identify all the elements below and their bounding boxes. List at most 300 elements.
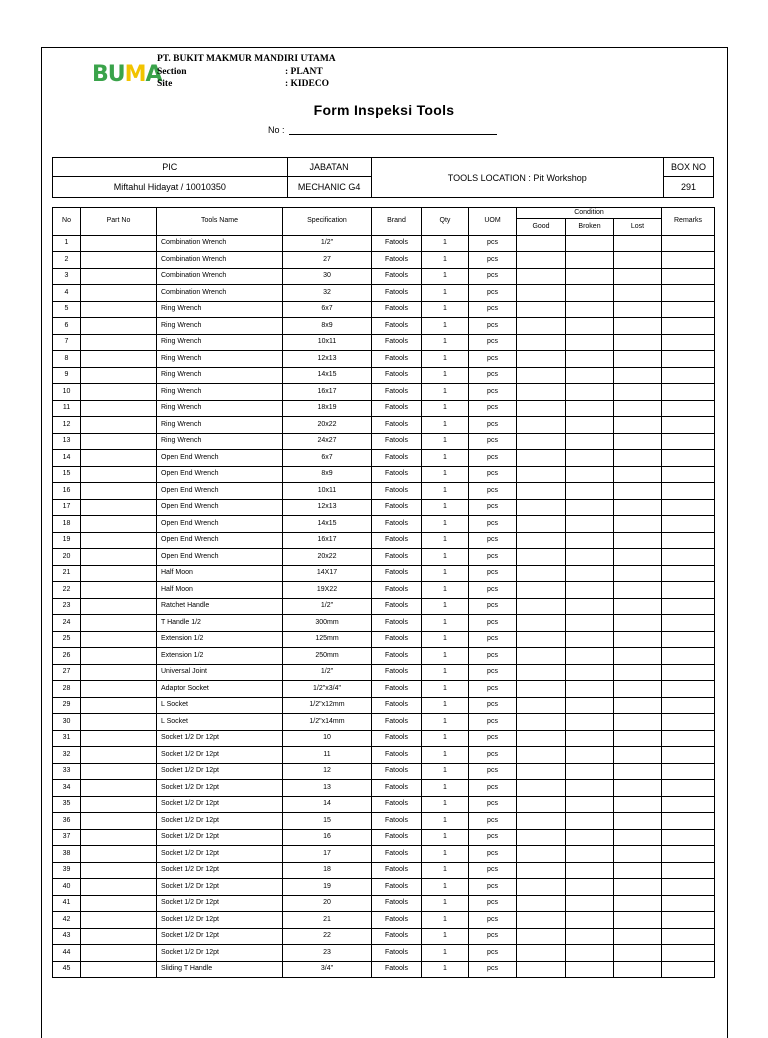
cell-qty: 1 <box>422 681 469 698</box>
cell-lost[interactable] <box>614 928 662 945</box>
cell-part-no[interactable] <box>81 285 157 302</box>
cell-broken[interactable] <box>566 268 614 285</box>
cell-no: 45 <box>53 961 81 978</box>
cell-broken[interactable] <box>566 714 614 731</box>
cell-part-no[interactable] <box>81 565 157 582</box>
cell-lost[interactable] <box>614 532 662 549</box>
cell-part-no[interactable] <box>81 252 157 269</box>
cell-no: 12 <box>53 417 81 434</box>
cell-part-no[interactable] <box>81 912 157 929</box>
cell-good[interactable] <box>517 268 566 285</box>
cell-tools-name: Ring Wrench <box>157 318 283 335</box>
cell-good[interactable] <box>517 582 566 599</box>
table-row <box>53 417 715 434</box>
cell-part-no[interactable] <box>81 615 157 632</box>
cell-no: 40 <box>53 879 81 896</box>
cell-remarks[interactable] <box>662 928 715 945</box>
cell-no: 28 <box>53 681 81 698</box>
table-row <box>53 598 715 615</box>
cell-good[interactable] <box>517 912 566 929</box>
cell-part-no[interactable] <box>81 301 157 318</box>
cell-no: 43 <box>53 928 81 945</box>
cell-lost[interactable] <box>614 384 662 401</box>
cell-lost[interactable] <box>614 301 662 318</box>
cell-remarks[interactable] <box>662 912 715 929</box>
cell-part-no[interactable] <box>81 928 157 945</box>
cell-lost[interactable] <box>614 417 662 434</box>
cell-lost[interactable] <box>614 598 662 615</box>
cell-good[interactable] <box>517 235 566 252</box>
cell-part-no[interactable] <box>81 879 157 896</box>
cell-good[interactable] <box>517 615 566 632</box>
cell-part-no[interactable] <box>81 499 157 516</box>
cell-lost[interactable] <box>614 318 662 335</box>
cell-broken[interactable] <box>566 301 614 318</box>
cell-specification: 12x13 <box>283 499 372 516</box>
cell-lost[interactable] <box>614 747 662 764</box>
cell-good[interactable] <box>517 252 566 269</box>
cell-part-no[interactable] <box>81 681 157 698</box>
cell-good[interactable] <box>517 697 566 714</box>
cell-specification: 1/2" <box>283 235 372 252</box>
cell-qty: 1 <box>422 648 469 665</box>
cell-tools-name: Open End Wrench <box>157 483 283 500</box>
cell-broken[interactable] <box>566 582 614 599</box>
cell-lost[interactable] <box>614 235 662 252</box>
cell-good[interactable] <box>517 433 566 450</box>
cell-good[interactable] <box>517 879 566 896</box>
cell-uom: pcs <box>469 862 517 879</box>
cell-part-no[interactable] <box>81 549 157 566</box>
cell-broken[interactable] <box>566 450 614 467</box>
cell-broken[interactable] <box>566 796 614 813</box>
cell-brand: Fatools <box>372 433 422 450</box>
cell-part-no[interactable] <box>81 351 157 368</box>
cell-good[interactable] <box>517 318 566 335</box>
cell-broken[interactable] <box>566 648 614 665</box>
cell-remarks[interactable] <box>662 796 715 813</box>
cell-remarks[interactable] <box>662 433 715 450</box>
cell-broken[interactable] <box>566 763 614 780</box>
cell-uom: pcs <box>469 813 517 830</box>
cell-broken[interactable] <box>566 961 614 978</box>
cell-lost[interactable] <box>614 400 662 417</box>
cell-no: 9 <box>53 367 81 384</box>
cell-part-no[interactable] <box>81 895 157 912</box>
cell-tools-name: Ring Wrench <box>157 301 283 318</box>
cell-remarks[interactable] <box>662 780 715 797</box>
cell-brand: Fatools <box>372 961 422 978</box>
cell-lost[interactable] <box>614 351 662 368</box>
cell-remarks[interactable] <box>662 499 715 516</box>
cell-good[interactable] <box>517 565 566 582</box>
cell-part-no[interactable] <box>81 433 157 450</box>
cell-remarks[interactable] <box>662 417 715 434</box>
cell-broken[interactable] <box>566 697 614 714</box>
cell-lost[interactable] <box>614 334 662 351</box>
cell-lost[interactable] <box>614 433 662 450</box>
cell-lost[interactable] <box>614 879 662 896</box>
cell-part-no[interactable] <box>81 697 157 714</box>
cell-broken[interactable] <box>566 846 614 863</box>
cell-broken[interactable] <box>566 912 614 929</box>
cell-uom: pcs <box>469 648 517 665</box>
cell-part-no[interactable] <box>81 648 157 665</box>
cell-specification: 3/4" <box>283 961 372 978</box>
cell-brand: Fatools <box>372 318 422 335</box>
cell-broken[interactable] <box>566 384 614 401</box>
cell-lost[interactable] <box>614 466 662 483</box>
col-no: No <box>53 208 81 236</box>
cell-lost[interactable] <box>614 499 662 516</box>
cell-lost[interactable] <box>614 829 662 846</box>
cell-good[interactable] <box>517 961 566 978</box>
cell-remarks[interactable] <box>662 285 715 302</box>
cell-tools-name: L Socket <box>157 697 283 714</box>
cell-specification: 10x11 <box>283 334 372 351</box>
cell-good[interactable] <box>517 928 566 945</box>
cell-remarks[interactable] <box>662 631 715 648</box>
cell-lost[interactable] <box>614 763 662 780</box>
cell-broken[interactable] <box>566 285 614 302</box>
cell-remarks[interactable] <box>662 598 715 615</box>
cell-broken[interactable] <box>566 252 614 269</box>
cell-good[interactable] <box>517 384 566 401</box>
cell-good[interactable] <box>517 400 566 417</box>
cell-specification: 20x22 <box>283 417 372 434</box>
cell-remarks[interactable] <box>662 648 715 665</box>
cell-qty: 1 <box>422 664 469 681</box>
cell-broken[interactable] <box>566 318 614 335</box>
cell-qty: 1 <box>422 895 469 912</box>
cell-part-no[interactable] <box>81 763 157 780</box>
cell-good[interactable] <box>517 301 566 318</box>
cell-remarks[interactable] <box>662 714 715 731</box>
cell-remarks[interactable] <box>662 384 715 401</box>
cell-part-no[interactable] <box>81 796 157 813</box>
cell-specification: 6x7 <box>283 450 372 467</box>
cell-part-no[interactable] <box>81 829 157 846</box>
cell-good[interactable] <box>517 730 566 747</box>
cell-specification: 18 <box>283 862 372 879</box>
cell-lost[interactable] <box>614 664 662 681</box>
cell-remarks[interactable] <box>662 532 715 549</box>
cell-remarks[interactable] <box>662 268 715 285</box>
cell-good[interactable] <box>517 483 566 500</box>
cell-remarks[interactable] <box>662 483 715 500</box>
cell-remarks[interactable] <box>662 334 715 351</box>
cell-part-no[interactable] <box>81 400 157 417</box>
cell-remarks[interactable] <box>662 664 715 681</box>
cell-qty: 1 <box>422 615 469 632</box>
cell-good[interactable] <box>517 466 566 483</box>
table-row <box>53 450 715 467</box>
cell-good[interactable] <box>517 862 566 879</box>
cell-good[interactable] <box>517 846 566 863</box>
tools-table <box>52 207 715 978</box>
cell-uom: pcs <box>469 235 517 252</box>
cell-good[interactable] <box>517 945 566 962</box>
cell-good[interactable] <box>517 714 566 731</box>
cell-qty: 1 <box>422 747 469 764</box>
cell-broken[interactable] <box>566 631 614 648</box>
cell-lost[interactable] <box>614 714 662 731</box>
cell-part-no[interactable] <box>81 961 157 978</box>
cell-part-no[interactable] <box>81 945 157 962</box>
cell-good[interactable] <box>517 334 566 351</box>
cell-broken[interactable] <box>566 367 614 384</box>
cell-remarks[interactable] <box>662 615 715 632</box>
cell-remarks[interactable] <box>662 235 715 252</box>
cell-broken[interactable] <box>566 928 614 945</box>
cell-broken[interactable] <box>566 417 614 434</box>
cell-good[interactable] <box>517 780 566 797</box>
cell-broken[interactable] <box>566 747 614 764</box>
cell-part-no[interactable] <box>81 384 157 401</box>
cell-part-no[interactable] <box>81 466 157 483</box>
cell-no: 8 <box>53 351 81 368</box>
cell-broken[interactable] <box>566 615 614 632</box>
cell-good[interactable] <box>517 549 566 566</box>
cell-lost[interactable] <box>614 813 662 830</box>
cell-lost[interactable] <box>614 252 662 269</box>
cell-remarks[interactable] <box>662 747 715 764</box>
cell-remarks[interactable] <box>662 582 715 599</box>
cell-lost[interactable] <box>614 846 662 863</box>
cell-broken[interactable] <box>566 813 614 830</box>
cell-part-no[interactable] <box>81 334 157 351</box>
cell-part-no[interactable] <box>81 417 157 434</box>
cell-part-no[interactable] <box>81 846 157 863</box>
cell-brand: Fatools <box>372 879 422 896</box>
cell-remarks[interactable] <box>662 763 715 780</box>
cell-remarks[interactable] <box>662 450 715 467</box>
cell-specification: 14x15 <box>283 367 372 384</box>
cell-brand: Fatools <box>372 796 422 813</box>
cell-no: 37 <box>53 829 81 846</box>
cell-part-no[interactable] <box>81 483 157 500</box>
cell-broken[interactable] <box>566 895 614 912</box>
cell-good[interactable] <box>517 747 566 764</box>
cell-tools-name: Open End Wrench <box>157 532 283 549</box>
cell-broken[interactable] <box>566 549 614 566</box>
cell-lost[interactable] <box>614 945 662 962</box>
no-field[interactable] <box>289 125 497 135</box>
cell-part-no[interactable] <box>81 714 157 731</box>
cell-brand: Fatools <box>372 334 422 351</box>
cell-qty: 1 <box>422 285 469 302</box>
cell-part-no[interactable] <box>81 631 157 648</box>
cell-good[interactable] <box>517 598 566 615</box>
cell-lost[interactable] <box>614 912 662 929</box>
cell-broken[interactable] <box>566 351 614 368</box>
cell-remarks[interactable] <box>662 252 715 269</box>
cell-uom: pcs <box>469 714 517 731</box>
cell-broken[interactable] <box>566 466 614 483</box>
cell-remarks[interactable] <box>662 829 715 846</box>
cell-remarks[interactable] <box>662 697 715 714</box>
cell-tools-name: Open End Wrench <box>157 466 283 483</box>
cell-remarks[interactable] <box>662 466 715 483</box>
cell-broken[interactable] <box>566 400 614 417</box>
cell-part-no[interactable] <box>81 516 157 533</box>
cell-good[interactable] <box>517 285 566 302</box>
cell-broken[interactable] <box>566 664 614 681</box>
cell-lost[interactable] <box>614 681 662 698</box>
cell-tools-name: Combination Wrench <box>157 252 283 269</box>
cell-remarks[interactable] <box>662 895 715 912</box>
cell-lost[interactable] <box>614 285 662 302</box>
cell-specification: 14X17 <box>283 565 372 582</box>
cell-broken[interactable] <box>566 780 614 797</box>
cell-good[interactable] <box>517 813 566 830</box>
cell-tools-name: Universal Joint <box>157 664 283 681</box>
cell-lost[interactable] <box>614 565 662 582</box>
cell-good[interactable] <box>517 516 566 533</box>
cell-good[interactable] <box>517 367 566 384</box>
cell-part-no[interactable] <box>81 747 157 764</box>
cell-part-no[interactable] <box>81 780 157 797</box>
cell-lost[interactable] <box>614 730 662 747</box>
cell-good[interactable] <box>517 631 566 648</box>
cell-lost[interactable] <box>614 516 662 533</box>
cell-remarks[interactable] <box>662 549 715 566</box>
cell-broken[interactable] <box>566 862 614 879</box>
col-part-no: Part No <box>81 208 157 236</box>
cell-uom: pcs <box>469 961 517 978</box>
cell-lost[interactable] <box>614 862 662 879</box>
cell-lost[interactable] <box>614 549 662 566</box>
cell-no: 19 <box>53 532 81 549</box>
cell-broken[interactable] <box>566 433 614 450</box>
cell-brand: Fatools <box>372 516 422 533</box>
cell-lost[interactable] <box>614 483 662 500</box>
cell-good[interactable] <box>517 796 566 813</box>
cell-good[interactable] <box>517 499 566 516</box>
cell-lost[interactable] <box>614 582 662 599</box>
cell-qty: 1 <box>422 367 469 384</box>
cell-lost[interactable] <box>614 697 662 714</box>
cell-qty: 1 <box>422 945 469 962</box>
cell-broken[interactable] <box>566 235 614 252</box>
cell-tools-name: Open End Wrench <box>157 549 283 566</box>
cell-remarks[interactable] <box>662 565 715 582</box>
cell-broken[interactable] <box>566 598 614 615</box>
cell-remarks[interactable] <box>662 516 715 533</box>
cell-lost[interactable] <box>614 450 662 467</box>
col-brand: Brand <box>372 208 422 236</box>
table-row <box>53 351 715 368</box>
cell-lost[interactable] <box>614 268 662 285</box>
cell-qty: 1 <box>422 582 469 599</box>
cell-part-no[interactable] <box>81 450 157 467</box>
cell-no: 33 <box>53 763 81 780</box>
cell-lost[interactable] <box>614 796 662 813</box>
cell-broken[interactable] <box>566 730 614 747</box>
cell-part-no[interactable] <box>81 598 157 615</box>
cell-lost[interactable] <box>614 648 662 665</box>
cell-remarks[interactable] <box>662 400 715 417</box>
cell-broken[interactable] <box>566 334 614 351</box>
cell-broken[interactable] <box>566 565 614 582</box>
cell-broken[interactable] <box>566 945 614 962</box>
cell-broken[interactable] <box>566 516 614 533</box>
cell-lost[interactable] <box>614 895 662 912</box>
cell-tools-name: Ratchet Handle <box>157 598 283 615</box>
cell-broken[interactable] <box>566 879 614 896</box>
cell-remarks[interactable] <box>662 730 715 747</box>
cell-brand: Fatools <box>372 928 422 945</box>
cell-part-no[interactable] <box>81 730 157 747</box>
cell-part-no[interactable] <box>81 532 157 549</box>
cell-broken[interactable] <box>566 483 614 500</box>
cell-uom: pcs <box>469 483 517 500</box>
cell-good[interactable] <box>517 763 566 780</box>
cell-good[interactable] <box>517 648 566 665</box>
cell-lost[interactable] <box>614 615 662 632</box>
cell-remarks[interactable] <box>662 318 715 335</box>
cell-lost[interactable] <box>614 780 662 797</box>
cell-good[interactable] <box>517 681 566 698</box>
cell-remarks[interactable] <box>662 681 715 698</box>
cell-broken[interactable] <box>566 499 614 516</box>
cell-broken[interactable] <box>566 681 614 698</box>
cell-part-no[interactable] <box>81 318 157 335</box>
cell-good[interactable] <box>517 450 566 467</box>
cell-remarks[interactable] <box>662 945 715 962</box>
cell-specification: 32 <box>283 285 372 302</box>
cell-remarks[interactable] <box>662 879 715 896</box>
table-row <box>53 483 715 500</box>
cell-no: 15 <box>53 466 81 483</box>
cell-remarks[interactable] <box>662 301 715 318</box>
cell-broken[interactable] <box>566 829 614 846</box>
cell-part-no[interactable] <box>81 235 157 252</box>
cell-remarks[interactable] <box>662 961 715 978</box>
cell-part-no[interactable] <box>81 664 157 681</box>
cell-remarks[interactable] <box>662 813 715 830</box>
cell-part-no[interactable] <box>81 367 157 384</box>
cell-no: 38 <box>53 846 81 863</box>
table-row <box>53 829 715 846</box>
cell-part-no[interactable] <box>81 582 157 599</box>
cell-uom: pcs <box>469 582 517 599</box>
cell-good[interactable] <box>517 351 566 368</box>
cell-remarks[interactable] <box>662 367 715 384</box>
cell-lost[interactable] <box>614 367 662 384</box>
cell-part-no[interactable] <box>81 862 157 879</box>
cell-lost[interactable] <box>614 631 662 648</box>
cell-good[interactable] <box>517 664 566 681</box>
cell-specification: 1/2"x14mm <box>283 714 372 731</box>
cell-remarks[interactable] <box>662 351 715 368</box>
cell-remarks[interactable] <box>662 862 715 879</box>
cell-good[interactable] <box>517 417 566 434</box>
cell-broken[interactable] <box>566 532 614 549</box>
cell-good[interactable] <box>517 895 566 912</box>
cell-lost[interactable] <box>614 961 662 978</box>
cell-uom: pcs <box>469 433 517 450</box>
cell-remarks[interactable] <box>662 846 715 863</box>
cell-brand: Fatools <box>372 351 422 368</box>
section-value: : PLANT <box>285 66 323 77</box>
cell-part-no[interactable] <box>81 268 157 285</box>
cell-part-no[interactable] <box>81 813 157 830</box>
cell-good[interactable] <box>517 532 566 549</box>
cell-good[interactable] <box>517 829 566 846</box>
col-good: Good <box>517 219 566 236</box>
cell-brand: Fatools <box>372 367 422 384</box>
